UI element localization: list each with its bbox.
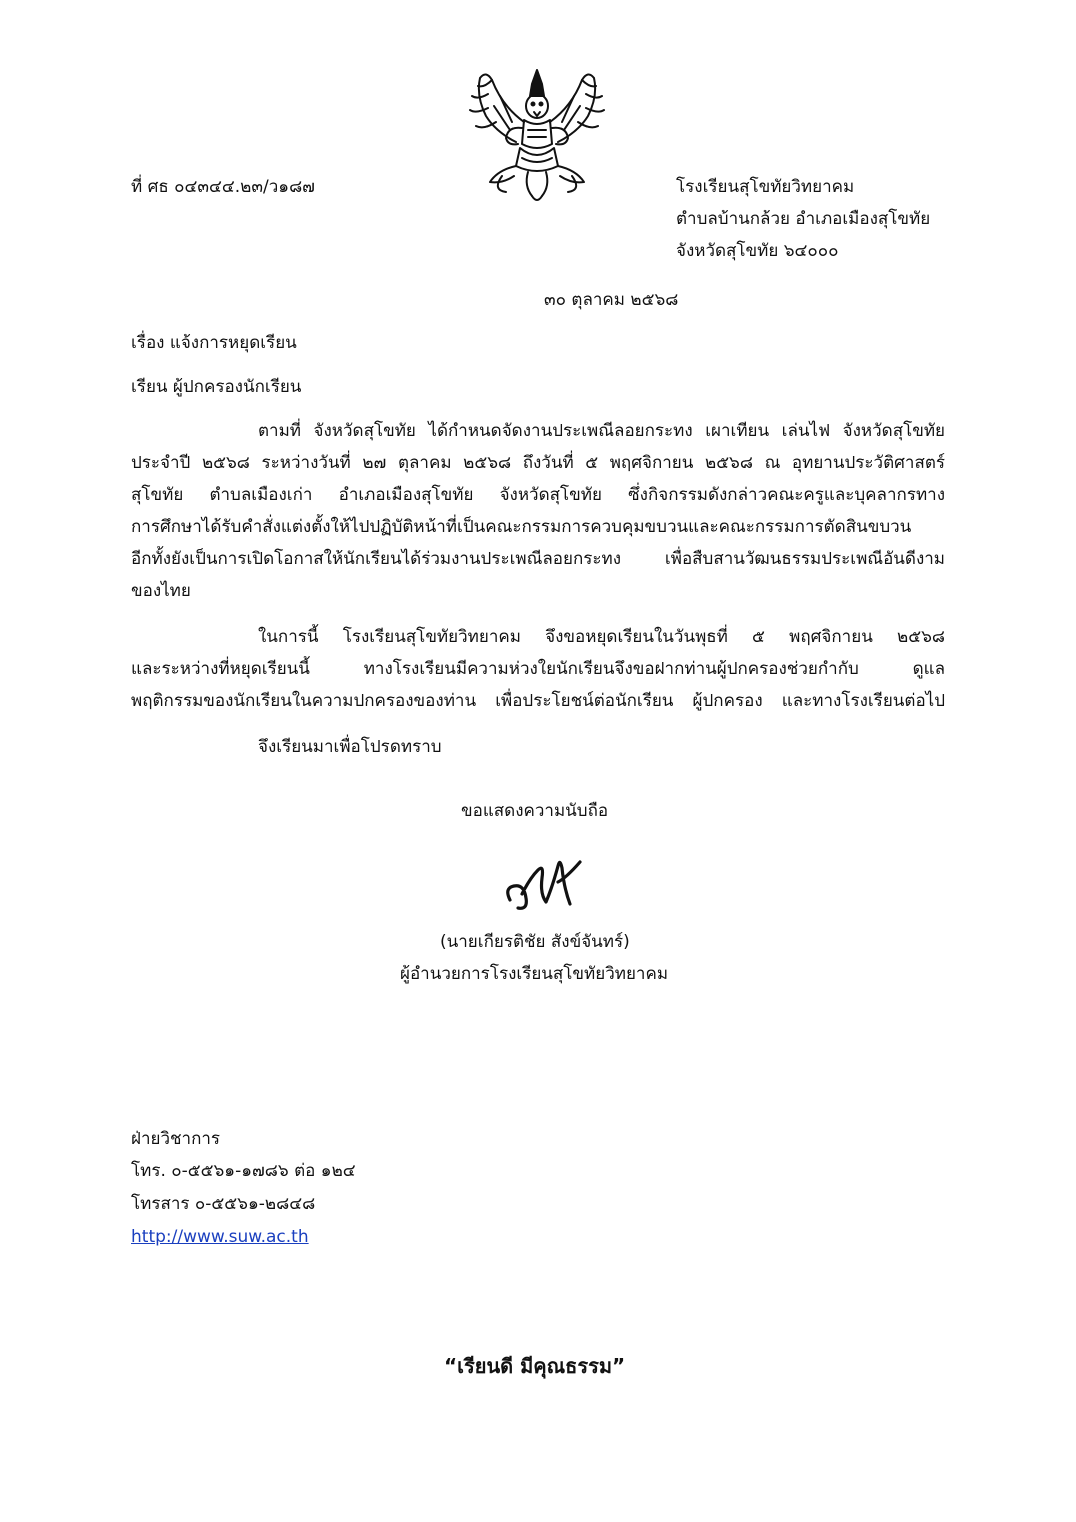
closing-salutation: ขอแสดงความนับถือ xyxy=(461,801,609,821)
school-motto: “เรียนดี มีคุณธรรม” xyxy=(444,1354,626,1378)
paragraph-2-line: พฤติกรรมของนักเรียนในความปกครองของท่าน เพื่อประโยชน์ต่อนักเรียน ผู้ปกครอง และทางโรงเรียนต่อไป xyxy=(131,691,945,711)
letter-recipient: เรียน ผู้ปกครองนักเรียน xyxy=(131,377,302,397)
letter-subject: เรื่อง แจ้งการหยุดเรียน xyxy=(131,333,297,353)
paragraph-1-line: อีกทั้งยังเป็นการเปิดโอกาสให้นักเรียนได้ร่วมงานประเพณีลอยกระทง เพื่อสืบสานวัฒนธรรมประเพณีอันดีงาม xyxy=(131,549,945,569)
paragraph-2-line: ในการนี้ โรงเรียนสุโขทัยวิทยาคม จึงขอหยุดเรียนในวันพุธที่ ๕ พฤศจิกายน ๒๕๖๘ xyxy=(258,627,945,647)
signer-name: (นายเกียรติชัย สังข์จันทร์) xyxy=(440,932,630,952)
paragraph-1-line: การศึกษาได้รับคำสั่งแต่งตั้งให้ไปปฏิบัติหน้าที่เป็นคณะกรรมการควบคุมขบวนและคณะกรรมการตัดสินขบวน xyxy=(131,517,912,537)
closing-request: จึงเรียนมาเพื่อโปรดทราบ xyxy=(258,737,442,757)
sender-address-line: ตำบลบ้านกล้วย อำเภอเมืองสุโขทัย xyxy=(676,209,931,229)
signature-icon xyxy=(500,848,590,918)
department-name: ฝ่ายวิชาการ xyxy=(131,1129,221,1149)
paragraph-1-line: ของไทย xyxy=(131,581,191,601)
paragraph-1-line: ตามที่ จังหวัดสุโขทัย ได้กำหนดจัดงานประเพณีลอยกระทง เผาเทียน เล่นไฟ จังหวัดสุโขทัย xyxy=(258,421,945,441)
phone-number: โทร. ๐-๕๕๖๑-๑๗๘๖ ต่อ ๑๒๔ xyxy=(131,1161,356,1181)
signer-title: ผู้อำนวยการโรงเรียนสุโขทัยวิทยาคม xyxy=(400,964,669,984)
website-link[interactable]: http://www.suw.ac.th xyxy=(131,1227,309,1247)
paragraph-2-line: และระหว่างที่หยุดเรียนนี้ ทางโรงเรียนมีความห่วงใยนักเรียนจึงขอฝากท่านผู้ปกครองช่วยกำกับ ดูแล xyxy=(131,659,945,679)
letter-date: ๓๐ ตุลาคม ๒๕๖๘ xyxy=(544,290,679,310)
paragraph-1-line: ประจำปี ๒๕๖๘ ระหว่างวันที่ ๒๗ ตุลาคม ๒๕๖๘ ถึงวันที่ ๕ พฤศจิกายน ๒๕๖๘ ณ อุทยานประวัติศาสตร์ xyxy=(131,453,945,473)
fax-number: โทรสาร ๐-๕๕๖๑-๒๘๔๘ xyxy=(131,1194,316,1214)
paragraph-1-line: สุโขทัย ตำบลเมืองเก่า อำเภอเมืองสุโขทัย จังหวัดสุโขทัย ซึ่งกิจกรรมดังกล่าวคณะครูและบุคลากรทาง xyxy=(131,485,945,505)
reference-number: ที่ ศธ ๐๔๓๔๔.๒๓/ว๑๘๗ xyxy=(131,177,315,197)
sender-school-name: โรงเรียนสุโขทัยวิทยาคม xyxy=(676,177,855,197)
sender-province-line: จังหวัดสุโขทัย ๖๔๐๐๐ xyxy=(676,241,839,261)
garuda-emblem-icon xyxy=(462,66,612,206)
